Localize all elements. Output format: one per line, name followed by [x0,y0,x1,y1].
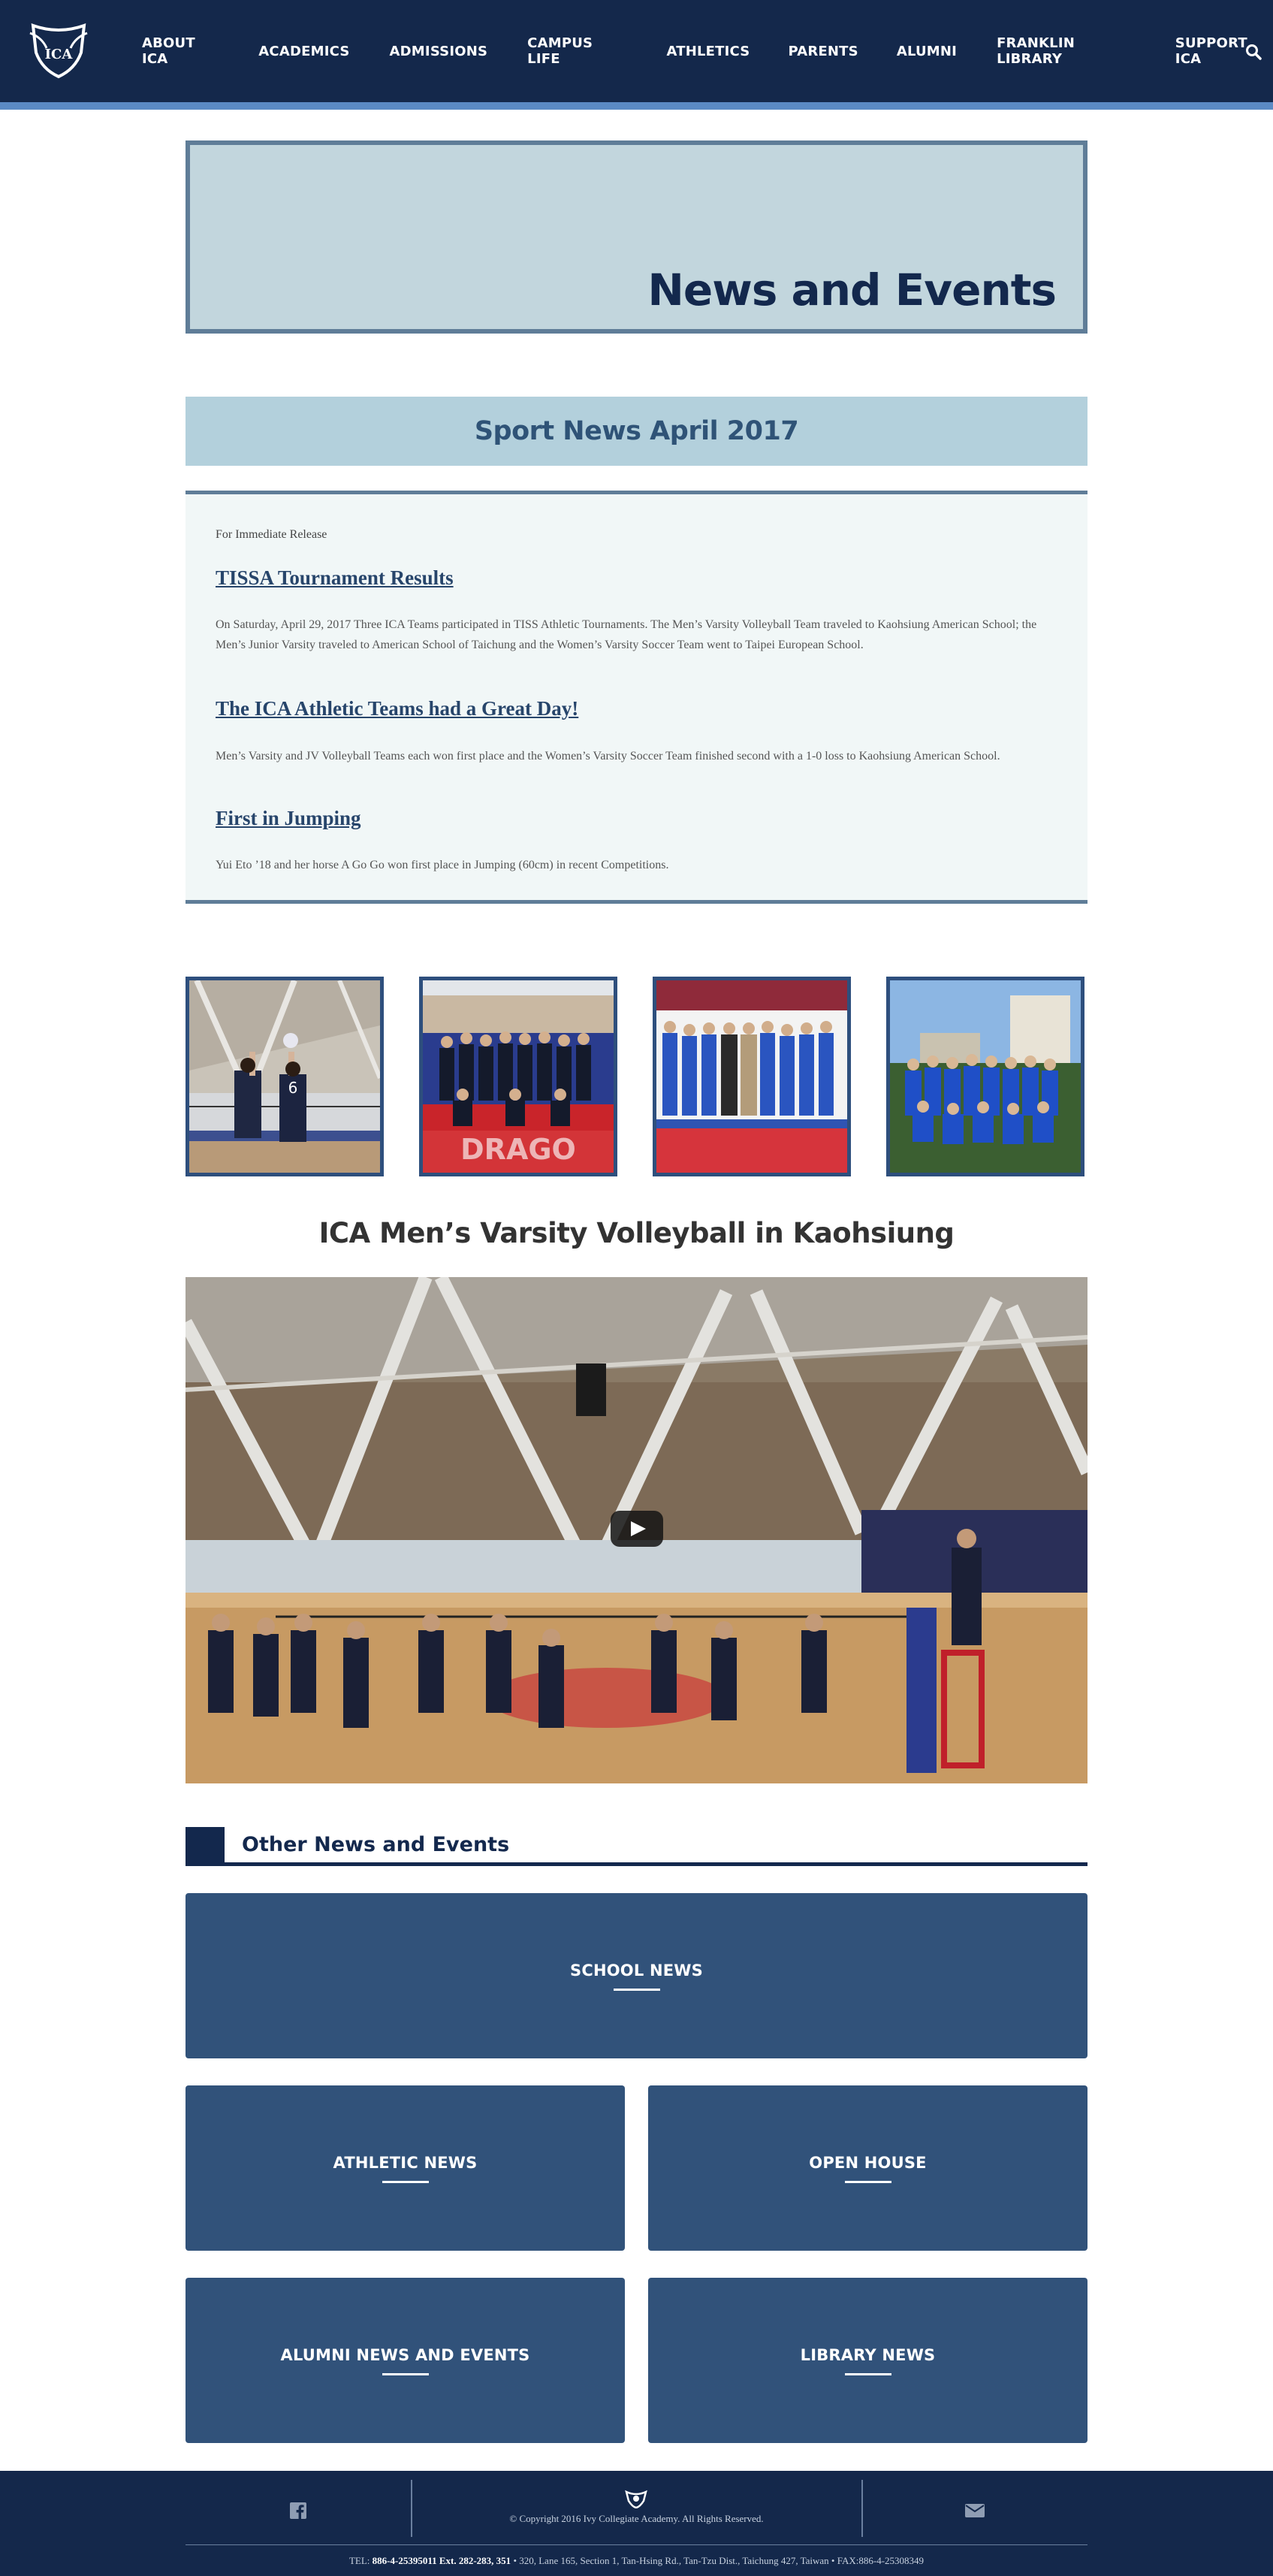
hero-banner [186,140,1087,334]
tile-athletic-news[interactable] [186,2085,625,2251]
tile-underline [614,1989,660,1991]
tile-underline [382,2373,429,2375]
tile-label: OPEN HOUSE [809,2153,927,2172]
copyright-text: © Copyright 2016 Ivy Collegiate Academy. All Rights Reserved. [509,2513,764,2524]
tile-label: ATHLETIC NEWS [333,2153,478,2172]
sport-news-title: Sport News April 2017 [474,416,799,446]
photo-soccer-team[interactable] [886,977,1084,1176]
tile-school-news[interactable] [186,1893,1087,2058]
svg-text:6: 6 [288,1079,298,1097]
nav-menu [128,0,1273,102]
article-heading-great-day[interactable]: The ICA Athletic Teams had a Great Day! [216,697,579,720]
email-icon[interactable] [965,2504,985,2517]
tile-underline [845,2373,891,2375]
video-player[interactable] [186,1277,1087,1783]
top-navigation [0,0,1273,105]
contact-line [0,2555,1273,2567]
article-paragraph-great-day: Men’s Varsity and JV Volleyball Teams each won first place and the Women’s Varsity Soccer Team finished second with a 1-0 loss to Kaohsiung American School. [216,750,1000,763]
article-paragraph-jumping: Yui Eto ’18 and her horse A Go Go won first place in Jumping (60cm) in recent Competitions. [216,859,669,871]
tile-label: LIBRARY NEWS [800,2345,936,2364]
photo-team-medals[interactable] [653,977,851,1176]
tile-library-news[interactable] [648,2278,1087,2443]
footer-divider [861,2480,863,2537]
footer-rule [186,2544,1087,2545]
tile-open-house[interactable] [648,2085,1087,2251]
nav-about-ica[interactable]: ABOUT ICA [142,35,195,67]
thumb-banner-text: DRAGO [460,1133,576,1166]
nav-athletics[interactable]: ATHLETICS [666,43,750,59]
nav-support-ica[interactable]: SUPPORT ICA [1175,35,1247,67]
footer [0,2471,1273,2576]
tile-underline [845,2181,891,2183]
nav-campus-life[interactable]: CAMPUS LIFE [527,35,593,67]
nav-admissions[interactable]: ADMISSIONS [389,43,488,59]
news-article [186,491,1087,904]
page-title: News and Events [647,264,1056,316]
sport-news-banner [186,397,1087,466]
footer-divider [411,2480,412,2537]
nav-academics[interactable]: ACADEMICS [258,43,350,59]
nav-parents[interactable]: PARENTS [788,43,858,59]
school-logo[interactable] [29,23,89,80]
footer-logo-icon [625,2489,647,2508]
tile-alumni-news[interactable] [186,2278,625,2443]
tile-label: SCHOOL NEWS [570,1961,703,1980]
nav-franklin-library[interactable]: FRANKLIN LIBRARY [997,35,1075,67]
photo-team-dragon[interactable] [419,977,617,1176]
nav-alumni[interactable]: ALUMNI [896,43,958,59]
article-paragraph-tissa: On Saturday, April 29, 2017 Three ICA Teams participated in TISS Athletic Tournaments. The Men’s Varsity Volleyball Team traveled to Kaohsiung American School; the Men’s Junior Varsity traveled to American School of Taichung and the Women’s Varsity Soccer Team went to Taipei European School. [216,618,1037,651]
nav-accent-stripe [0,102,1273,110]
tile-underline [382,2181,429,2183]
release-note: For Immediate Release [216,528,327,541]
header-accent-square [186,1827,225,1862]
logo-text: ICA [44,47,73,62]
photo-volleyball-spike[interactable] [186,977,384,1176]
address-text: • 320, Lane 165, Section 1, Tan-Hsing Rd., Tan-Tzu Dist., Taichung 427, Taiwan • FAX:886-4-25308349 [511,2555,925,2566]
play-icon[interactable] [611,1511,663,1547]
other-news-title: Other News and Events [242,1833,510,1856]
search-icon[interactable] [1245,44,1262,60]
video-title: ICA Men’s Varsity Volleyball in Kaohsiung [318,1217,955,1249]
article-heading-tissa[interactable]: TISSA Tournament Results [216,566,454,589]
tel-label: TEL: [348,2555,370,2566]
tile-label: ALUMNI NEWS AND EVENTS [280,2345,530,2364]
other-news-header [186,1827,1087,1866]
tel-number: 886-4-25395011 Ext. 282-283, 351 [372,2555,511,2566]
article-heading-jumping[interactable]: First in Jumping [216,807,361,829]
